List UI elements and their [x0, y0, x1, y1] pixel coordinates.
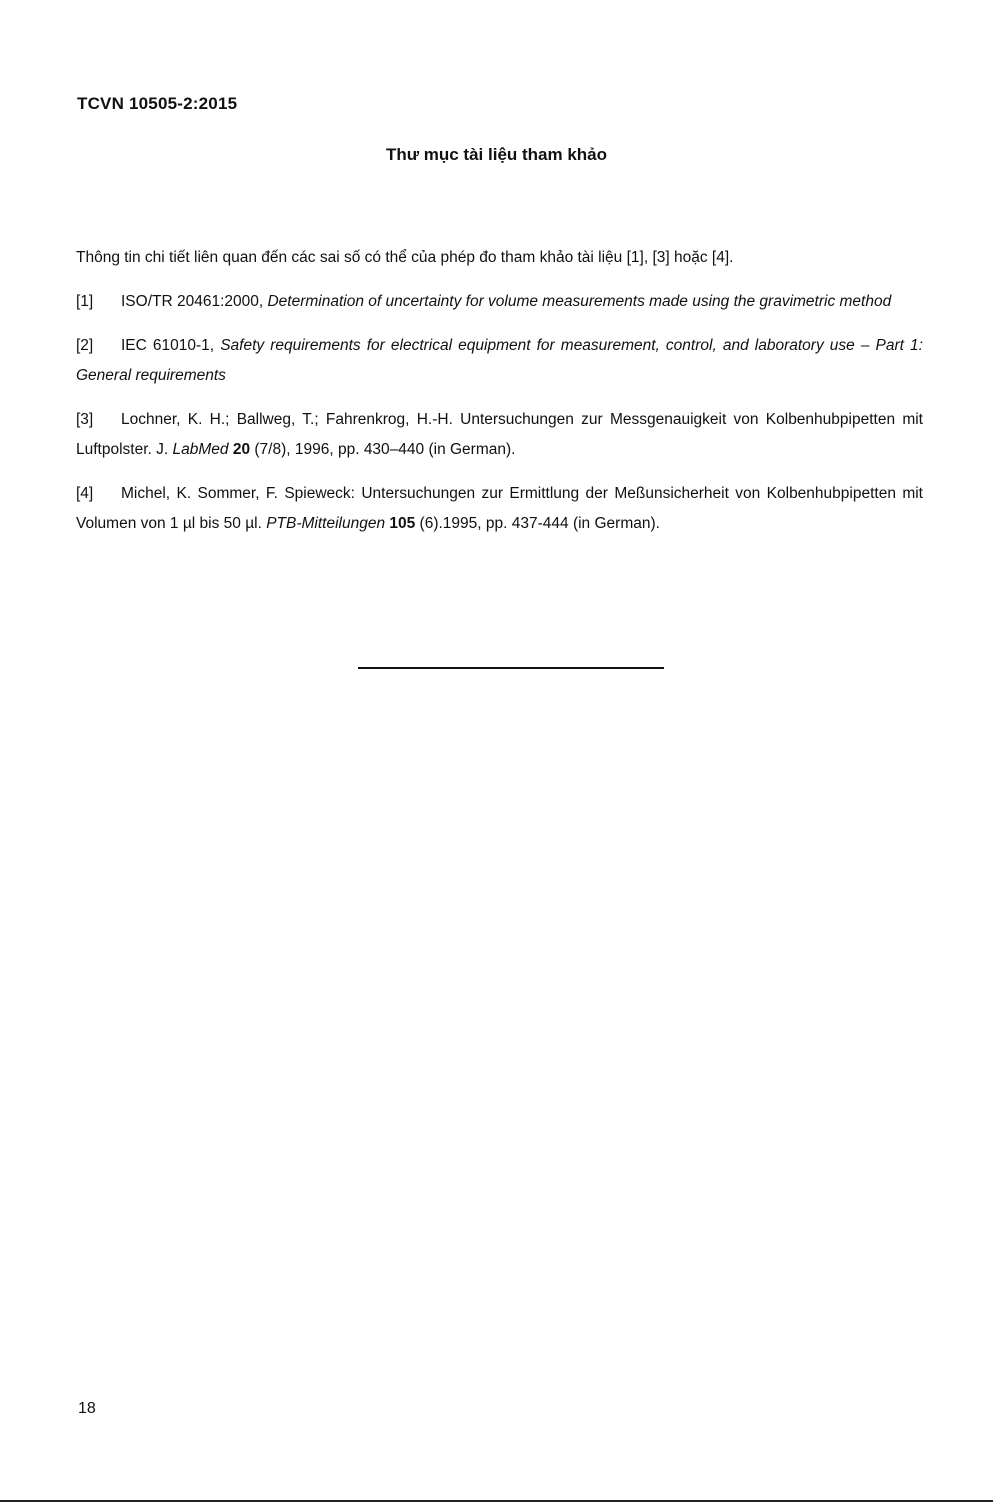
page-edge-line — [0, 1500, 993, 1502]
reference-number: [2] — [76, 337, 94, 354]
reference-number: [3] — [76, 411, 94, 428]
reference-journal: LabMed — [172, 441, 229, 458]
reference-item-1 — [76, 287, 923, 317]
reference-details: (6).1995, pp. 437-444 (in German). — [415, 515, 660, 532]
reference-text: IEC 61010-1, — [121, 337, 221, 354]
bibliography-body — [76, 243, 923, 553]
reference-volume: 105 — [385, 515, 416, 532]
reference-details: (7/8), 1996, pp. 430–440 (in German). — [250, 441, 516, 458]
reference-volume: 20 — [228, 441, 251, 458]
intro-paragraph: Thông tin chi tiết liên quan đến các sai số có thể của phép đo tham khảo tài liệu [1], [3] hoặc [4]. — [76, 249, 734, 266]
reference-title: Determination of uncertainty for volume measurements made using the gravimetric method — [267, 293, 892, 310]
reference-text: Michel, K. Sommer, F. Spieweck: Untersuchungen zur Ermittlung der Meßunsicherheit von Kolbenhubpipetten mit Volumen von 1 µl bis 50 µl. — [76, 485, 923, 532]
reference-number: [1] — [76, 293, 94, 310]
reference-item-3 — [76, 405, 923, 465]
reference-item-2 — [76, 331, 923, 391]
page-title: Thư mục tài liệu tham khảo — [385, 145, 608, 164]
reference-title: Safety requirements for electrical equipment for measurement, control, and laboratory use – Part 1: General requirements — [76, 337, 923, 384]
reference-text: ISO/TR 20461:2000, — [121, 293, 268, 310]
page-number: 18 — [78, 1400, 96, 1417]
reference-item-4 — [76, 479, 923, 539]
end-divider — [358, 667, 664, 669]
reference-number: [4] — [76, 485, 94, 502]
document-code: TCVN 10505-2:2015 — [77, 94, 238, 113]
reference-journal: PTB-Mitteilungen — [266, 515, 386, 532]
reference-text: Lochner, K. H.; Ballweg, T.; Fahrenkrog, H.-H. Untersuchungen zur Messgenauigkeit von Kolbenhubpipetten mit Luftpolster. J. — [76, 411, 923, 458]
